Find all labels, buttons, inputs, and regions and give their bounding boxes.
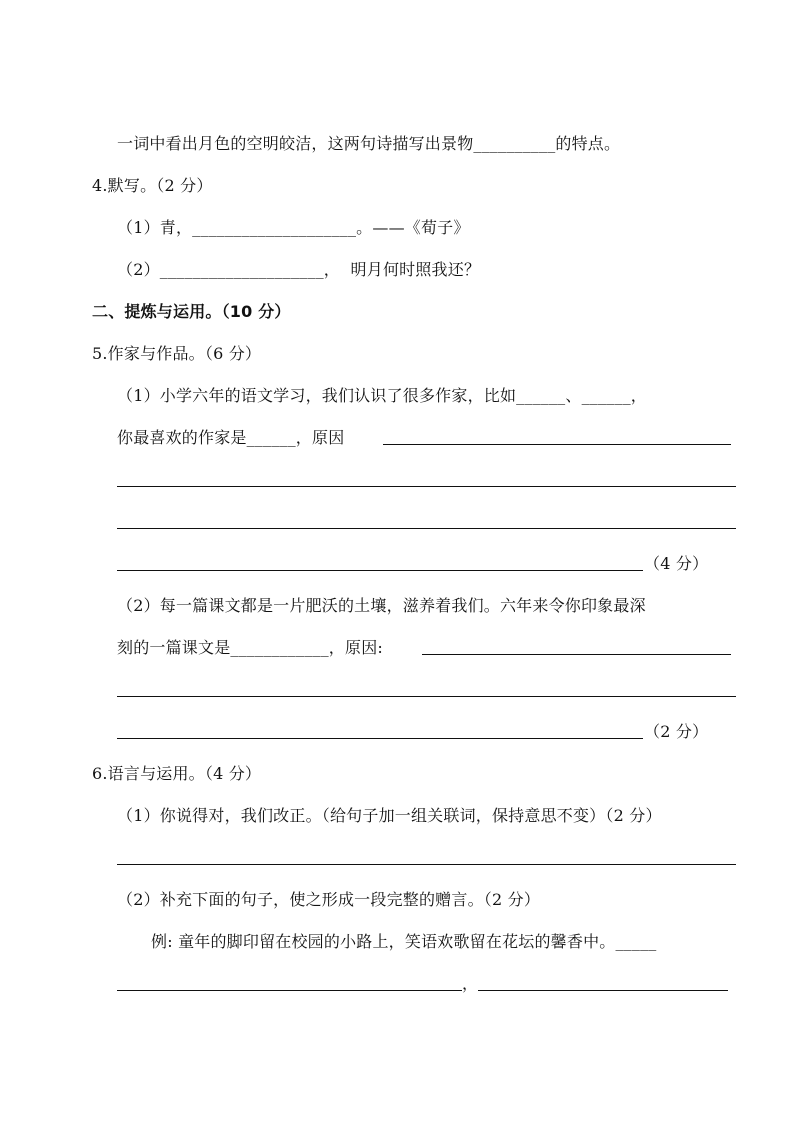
question-4-title: 4.默写。（2 分） <box>92 176 213 195</box>
section-2-title: 二、提炼与运用。（10 分） <box>92 302 291 321</box>
answer-line <box>383 444 731 445</box>
answer-line <box>478 990 728 991</box>
answer-line <box>117 696 736 697</box>
question-6-item-1: （1）你说得对，我们改正。（给句子加一组关联词，保持意思不变）（2 分） <box>117 806 662 825</box>
question-6-item-2: （2）补充下面的句子，使之形成一段完整的赠言。（2 分） <box>117 890 541 909</box>
question-6-title: 6.语言与运用。（4 分） <box>92 764 262 783</box>
question-4-item-2: （2）____________________， 明月何时照我还？ <box>117 260 481 279</box>
answer-line <box>117 738 643 739</box>
question-5-item-2-line-2: 刻的一篇课文是____________，原因: <box>117 638 383 657</box>
poem-description-line: 一词中看出月色的空明皎洁，这两句诗描写出景物__________的特点。 <box>117 134 621 153</box>
question-5-item-2-line-1: （2）每一篇课文都是一片肥沃的土壤，滋养着我们。六年来令你印象最深 <box>117 596 646 615</box>
answer-line <box>117 570 643 571</box>
question-5-item-1-line-1: （1）小学六年的语文学习，我们认识了很多作家，比如______、______， <box>117 386 647 405</box>
answer-line <box>422 654 731 655</box>
question-5-title: 5.作家与作品。（6 分） <box>92 344 262 363</box>
comma-separator: ， <box>462 974 479 993</box>
question-5-item-1-score: （4 分） <box>644 554 709 573</box>
answer-line <box>117 486 736 487</box>
answer-line <box>117 864 736 865</box>
question-4-item-1: （1）青，____________________。——《荀子》 <box>117 218 470 237</box>
answer-line <box>117 990 462 991</box>
question-5-item-2-score: （2 分） <box>644 722 709 741</box>
question-6-item-2-example: 例: 童年的脚印留在校园的小路上，笑语欢歌留在花坛的馨香中。_____ <box>151 932 657 951</box>
answer-line <box>117 528 736 529</box>
question-5-item-1-line-2: 你最喜欢的作家是______，原因 <box>117 428 350 447</box>
